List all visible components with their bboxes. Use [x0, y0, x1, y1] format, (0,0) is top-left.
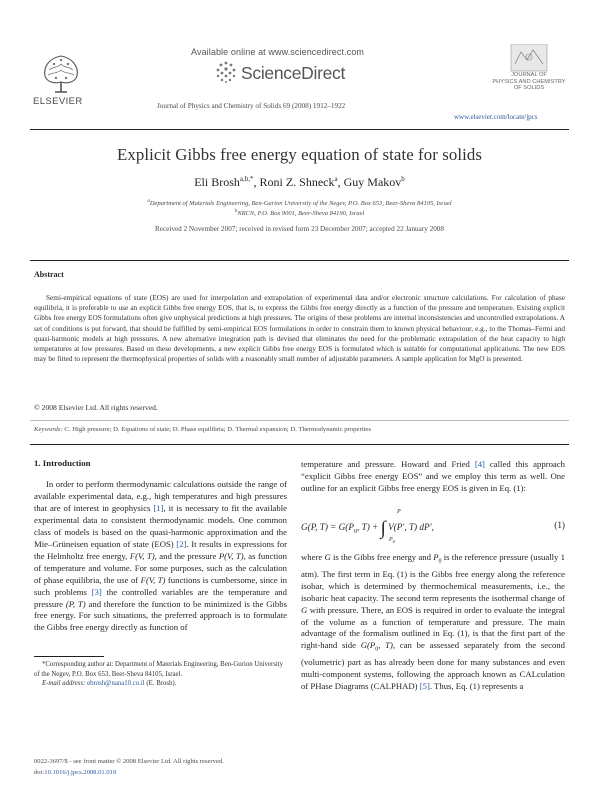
journal-logo-line-2: PHYSICS AND CHEMISTRY — [492, 78, 566, 85]
affiliation-marker: a — [147, 199, 150, 204]
text-run: is the reference pressure (usually 1 atm). The first term in Eq. (1) is the Gibbs free energy along the reference isobar, which is determined by thermochemical measurements, i.e., the isobaric heat capacity. The second term represents the isothermal change of — [301, 552, 565, 603]
equation-subscript: 0 — [353, 528, 357, 535]
corresponding-author-footnote — [34, 660, 287, 689]
section-heading: 1. Introduction — [34, 458, 91, 468]
text-run: , as function of temperature and volume. For some purposes, such as the calculation of phase equilibria, the use of — [34, 550, 287, 585]
header-rule — [30, 129, 569, 130]
affiliation-text: Department of Materials Engineering, Ben-Gurion University of the Negev, P.O. Box 653, Beer-Sheva 84105, Israel — [149, 200, 452, 208]
citation-link[interactable]: [2] — [176, 538, 187, 549]
author-list: Eli Brosh$^{a,b,*}$, Roni Z. Shneck$^a$, Guy Makov$^b$ — [194, 175, 405, 189]
text-run: , it is necessary to fit the available experimental data to consistent thermodynamic models. One common class of models is based on the quasi-harmonic approximation and the Mie–Grüneisen equation of state (EOS) — [34, 502, 287, 549]
journal-url-link[interactable]: www.elsevier.com/locate/jpcs — [454, 113, 538, 121]
lower-limit-var: P — [389, 537, 393, 543]
lower-limit-sub: 0 — [392, 539, 395, 545]
text-run: , and the pressure — [154, 550, 219, 561]
math-subscript: 0 — [438, 558, 442, 565]
author-name[interactable]: Guy Makov — [343, 175, 402, 189]
abstract-heading: Abstract — [34, 270, 64, 279]
journal-citation: Journal of Physics and Chemistry of Solids 69 (2008) 1912–1922 — [157, 102, 346, 110]
math-inline: F(V, T) — [129, 550, 155, 561]
citation-link[interactable]: [5] — [419, 681, 430, 691]
math-subscript: 0 — [375, 647, 379, 654]
journal-logo-line-1: JOURNAL OF — [511, 72, 547, 78]
keywords-label: Keywords: — [34, 426, 63, 433]
math-inline: P(V, T) — [218, 550, 244, 561]
citation-link[interactable]: [3] — [91, 586, 102, 597]
text-run: called this approach “explicit Gibbs free energy EOS” and we employ this term as well. One outline for an explicit Gibbs free energy EOS is given in Eq. (1): — [301, 459, 565, 493]
author-affiliation-marker[interactable]: a,b,* — [239, 175, 254, 183]
doi-label: doi: — [34, 769, 45, 776]
abstract-copyright: © 2008 Elsevier Ltd. All rights reserved. — [34, 403, 158, 412]
citation-link[interactable]: [1] — [153, 502, 164, 513]
math-inline: P — [433, 552, 439, 562]
email-label: E-mail address: — [42, 680, 86, 688]
footnote-email-line — [34, 679, 287, 689]
equation-body — [301, 518, 434, 539]
text-run: with pressure. There, an EOS is required in order to evaluate the integral of the volume as a function of temperature and pressure. The main advantage of the formalism outlined in Eq. (1), is that the first part of the right-hand side — [301, 604, 565, 651]
text-run: In order to perform thermodynamic calculations outside the range of available experimental data, e.g., high temperatures and high pressures that are of interest in geophysics — [34, 479, 287, 513]
integral-sign: ∫ — [380, 518, 386, 539]
footnote-rule — [34, 656, 104, 657]
publisher-name: ELSEVIER — [33, 96, 83, 107]
sciencedirect-icon — [214, 60, 238, 84]
journal-cover-logo — [491, 44, 567, 102]
elsevier-tree-logo — [34, 52, 88, 94]
affiliation-marker: b — [234, 209, 238, 214]
text-run: temperature and pressure. Howard and Fried — [301, 459, 475, 469]
citation-link[interactable]: [4] — [474, 459, 485, 469]
math-inline: G — [324, 552, 331, 562]
math-inline: G — [301, 604, 308, 615]
text-run: where — [301, 552, 325, 562]
author-affiliation-marker[interactable]: b — [401, 175, 405, 183]
abstract-text: Semi-empirical equations of state (EOS) are used for interpolation and extrapolation of experimental data and/or electronic structure calculations. For calculation of phase equilibria, it is preferable to use an explicit Gibbs free energy EOS, that is, to express the Gibbs free energy directly as a function of the pressure and temperature. Existing explicit Gibbs free energy EOS formulations often give unphysical predictions at high pressures. The origins of these problems are internal inconsistencies and uncontrolled extrapolations. A set of conditions is put forward, that should be fulfilled by semi-empirical EOS formulations in order to constrain them to known physical behaviour, e.g., to the Thomas–Fermi and quasi-harmonic models at high pressures. A new alternative integration path is devised that eliminates the need for the problematic extrapolation of the heat capacity to high temperatures at low pressures. Based on these developments, a new explicit Gibbs free energy EOS is formulated which is suitable for computational applications. The new EOS may be fitted to represent the thermophysical properties of solids with a reasonably small number of adjustable parameters. A sample application for MgO is presented. — [34, 293, 565, 364]
integral-lower-limit — [389, 537, 395, 544]
author-name[interactable]: Eli Brosh — [194, 175, 240, 189]
keywords-text: C. High pressure; D. Equations of state; D. Phase equilibria; D. Thermal expansion; D. Thermodynamic properties — [64, 426, 371, 433]
author-name[interactable]: Roni Z. Shneck — [259, 175, 335, 189]
right-column-top-text — [301, 459, 565, 495]
abstract-rule — [30, 260, 569, 261]
received-dates: Received 2 November 2007; received in revised form 23 December 2007; accepted 22 January 2008 — [155, 225, 444, 233]
text-run: . It results in expressions for the Helmholtz free energy, — [34, 538, 287, 561]
article-title: Explicit Gibbs free energy equation of state for solids — [117, 145, 482, 164]
issn-line: 0022-3697/$ - see front matter © 2008 Elsevier Ltd. All rights reserved. — [34, 758, 224, 765]
text-run: , can be assessed separately from the second (volumetric) part as has already been done for many substances and even multi-component systems, following the approach known as CALculation of PHase Diagrams (CALPHAD) — [301, 640, 565, 691]
text-run: functions is cumbersome, since in such problems — [34, 574, 287, 597]
math-inline: (P, T) — [65, 598, 86, 609]
math-inline: , T) — [378, 640, 393, 651]
keywords-rule — [30, 420, 569, 421]
math-inline: G(P — [360, 640, 376, 651]
text-run: and therefore the function to be minimized is the Gibbs free energy. For such situations, the preferred approach is to formulate the Gibbs free energy directly as function of — [34, 598, 287, 633]
journal-logo-line-3: OF SOLIDS — [513, 85, 545, 92]
footnote-text: *Corresponding author at: Department of Materials Engineering, Ben-Gurion University of the Negev, P.O. Box 653, Beer-Sheva 84105, Israel. — [34, 661, 284, 678]
keywords-line — [34, 426, 565, 433]
sciencedirect-wordmark: ScienceDirect — [241, 63, 346, 83]
doi-line — [34, 769, 116, 776]
equation-1 — [301, 511, 565, 549]
available-online-text[interactable]: Available online at www.sciencedirect.com — [191, 47, 365, 57]
affiliation-text: NRCN, P.O. Box 9001, Beer-Sheva 84190, Israel — [237, 210, 365, 218]
equation-integrand: V(P′, T) dP′, — [388, 522, 434, 532]
equation-number: (1) — [554, 520, 565, 530]
right-column-bottom-text — [301, 552, 565, 693]
body-rule — [30, 444, 569, 445]
affiliation-a — [30, 199, 569, 207]
doi-link[interactable]: 10.1016/j.jpcs.2008.01.019 — [44, 769, 117, 776]
author-affiliation-marker[interactable]: a — [334, 175, 338, 183]
text-run: . Thus, Eq. (1) represents a — [429, 681, 524, 691]
equation-lhs: G(P, T) = G(P — [301, 522, 354, 532]
text-run: the controlled variables are the temperature and pressure — [34, 586, 287, 609]
text-run: is the Gibbs free energy and — [330, 552, 434, 562]
affiliation-b — [30, 209, 569, 217]
left-column-text — [34, 479, 287, 634]
email-link[interactable]: ebrosh@nana10.co.il — [87, 680, 145, 688]
equation-middle: , T) + — [356, 522, 379, 532]
email-owner: (E. Brosh). — [146, 680, 177, 688]
integral-upper-limit: P — [397, 509, 401, 515]
journal-cover-graphic — [491, 44, 567, 72]
math-inline: F(V, T) — [140, 574, 166, 585]
